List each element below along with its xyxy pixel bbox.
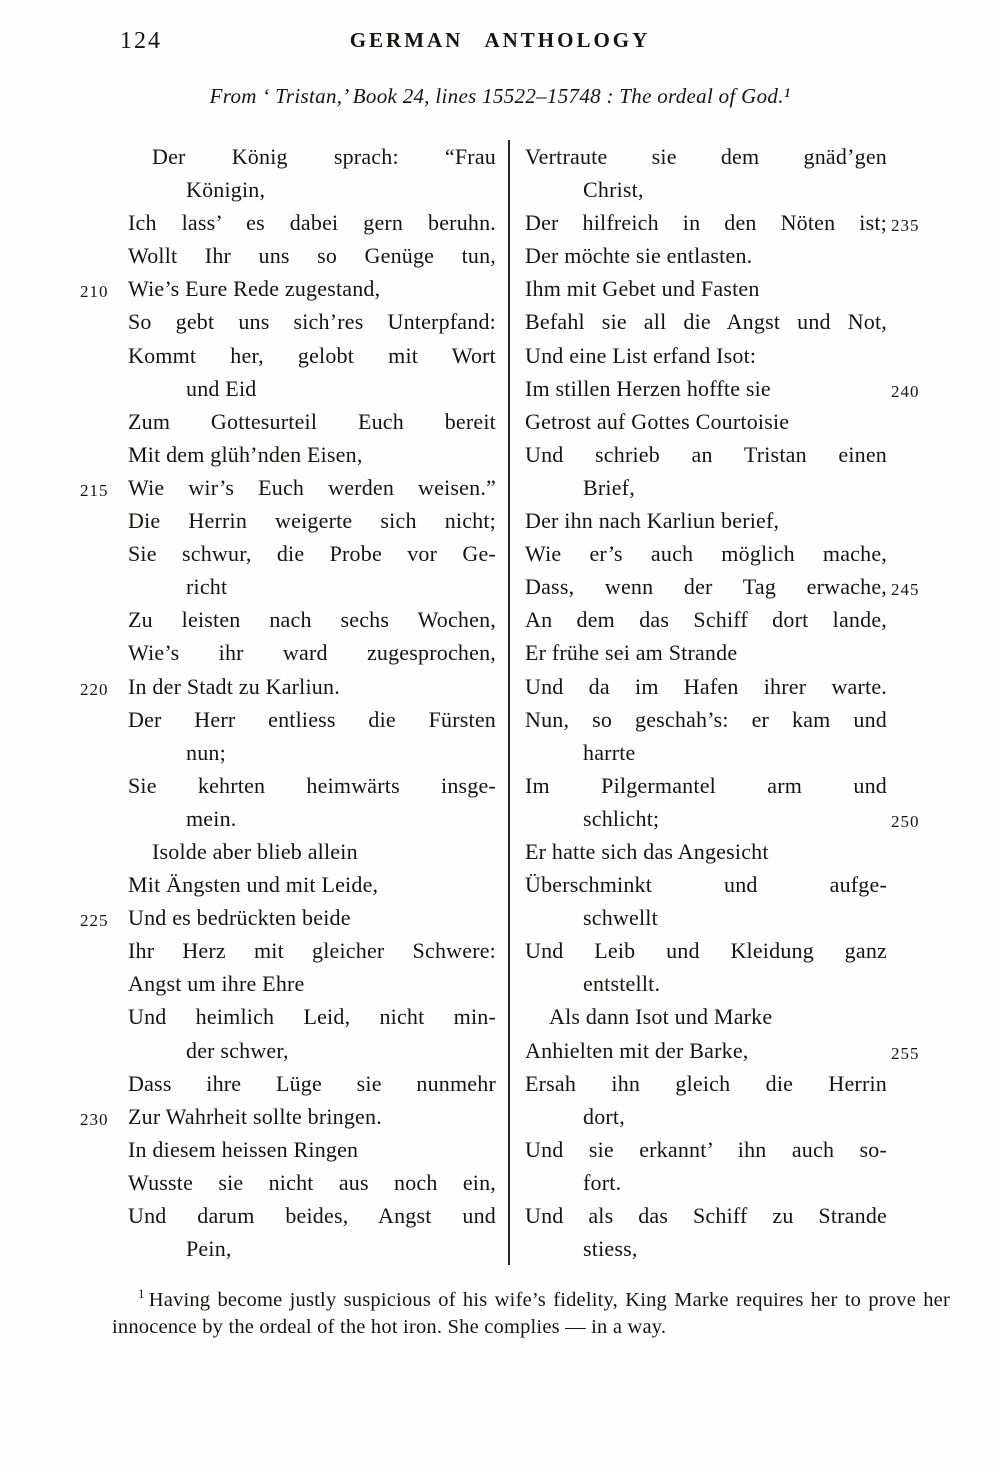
verse-text: Ersah ihn gleich die Herrin bbox=[525, 1070, 887, 1096]
verse-text: Die Herrin weigerte sich nicht; bbox=[128, 508, 496, 534]
verse-text: Zum Gottesurteil Euch bereit bbox=[128, 408, 496, 434]
line-number: 250 bbox=[891, 811, 920, 831]
verse-line bbox=[128, 173, 496, 206]
verse-text: und Eid bbox=[186, 375, 257, 401]
verse-line bbox=[525, 802, 920, 835]
verse-text: Und als das Schiff zu Strande bbox=[525, 1203, 887, 1228]
verse-text: Wusste sie nicht aus noch ein, bbox=[128, 1169, 496, 1195]
verse-line bbox=[525, 901, 887, 934]
line-number: 215 bbox=[80, 480, 109, 500]
verse-text: richt bbox=[186, 574, 228, 600]
verse-text: Und es bedrückten beide bbox=[128, 905, 351, 931]
verse-line bbox=[525, 504, 887, 537]
verse-line bbox=[128, 206, 496, 239]
verse-line bbox=[525, 934, 887, 967]
footnote-marker: 1 bbox=[138, 1286, 145, 1301]
verse-text: Und sie erkannt’ ihn auch so- bbox=[525, 1136, 887, 1162]
verse-line bbox=[128, 1232, 496, 1265]
verse-text: Der Herr entliess die Fürsten bbox=[128, 706, 496, 732]
verse-text: Brief, bbox=[583, 474, 635, 500]
verse-text: fort. bbox=[583, 1169, 622, 1195]
verse-text: Und eine List erfand Isot: bbox=[525, 342, 757, 368]
verse-line bbox=[128, 769, 496, 802]
poem-body bbox=[80, 140, 920, 1265]
verse-text: Der ihn nach Karliun berief, bbox=[525, 508, 780, 534]
verse-text: Und schrieb an Tristan einen bbox=[525, 441, 887, 467]
verse-line bbox=[525, 1166, 887, 1199]
verse-text: Königin, bbox=[186, 177, 266, 203]
verse-text: Wie er’s auch möglich mache, bbox=[525, 541, 887, 567]
verse-line bbox=[80, 1100, 496, 1133]
line-number: 230 bbox=[80, 1109, 109, 1129]
verse-text: entstellt. bbox=[583, 971, 661, 997]
verse-line bbox=[525, 206, 920, 239]
verse-text: Mit dem glüh’nden Eisen, bbox=[128, 441, 363, 467]
verse-text: Vertraute sie dem gnäd’gen bbox=[525, 144, 887, 169]
verse-text: Im stillen Herzen hoffte sie bbox=[525, 375, 771, 401]
verse-line bbox=[128, 835, 496, 868]
page-number: 124 bbox=[120, 28, 162, 54]
verse-text: stiess, bbox=[583, 1236, 638, 1262]
verse-line bbox=[525, 603, 887, 636]
verse-line bbox=[80, 901, 496, 934]
verse-line bbox=[128, 1166, 496, 1199]
verse-line bbox=[80, 272, 496, 305]
verse-text: Er hatte sich das Angesicht bbox=[525, 838, 769, 864]
verse-text: der schwer, bbox=[186, 1037, 289, 1063]
verse-line bbox=[525, 438, 887, 471]
verse-line bbox=[525, 339, 887, 372]
verse-line bbox=[128, 1199, 496, 1232]
verse-line bbox=[525, 272, 887, 305]
verse-line bbox=[128, 1034, 496, 1067]
verse-line bbox=[525, 140, 887, 173]
verse-text: Und darum beides, Angst und bbox=[128, 1203, 496, 1228]
verse-text: Der König sprach: “Frau bbox=[152, 144, 496, 169]
verse-line bbox=[525, 1100, 887, 1133]
verse-text: schlicht; bbox=[583, 805, 660, 831]
verse-line bbox=[128, 140, 496, 173]
verse-line bbox=[525, 239, 887, 272]
verse-line bbox=[525, 736, 887, 769]
verse-line bbox=[80, 471, 496, 504]
verse-text: Sie schwur, die Probe vor Ge- bbox=[128, 541, 496, 567]
verse-line bbox=[128, 1000, 496, 1033]
verse-text: Nun, so geschah’s: er kam und bbox=[525, 706, 887, 732]
verse-line bbox=[525, 769, 887, 802]
verse-text: Ihr Herz mit gleicher Schwere: bbox=[128, 938, 496, 964]
verse-line bbox=[128, 239, 496, 272]
verse-line bbox=[525, 1133, 887, 1166]
verse-text: Als dann Isot und Marke bbox=[549, 1004, 773, 1030]
verse-text: Pein, bbox=[186, 1236, 232, 1262]
verse-text: Ich lass’ es dabei gern beruhn. bbox=[128, 210, 496, 236]
verse-text: Er frühe sei am Strande bbox=[525, 640, 738, 666]
verse-line bbox=[525, 868, 887, 901]
verse-text: schwellt bbox=[583, 905, 658, 931]
verse-line bbox=[128, 504, 496, 537]
verse-text: Isolde aber blieb allein bbox=[152, 838, 358, 864]
verse-text: Sie kehrten heimwärts insge- bbox=[128, 772, 496, 798]
verse-line bbox=[525, 967, 887, 1000]
line-number: 210 bbox=[80, 282, 109, 302]
verse-text: Kommt her, gelobt mit Wort bbox=[128, 342, 496, 368]
verse-line bbox=[525, 372, 920, 405]
verse-line bbox=[525, 703, 887, 736]
verse-line bbox=[525, 636, 887, 669]
verse-text: Ihm mit Gebet und Fasten bbox=[525, 276, 760, 302]
verse-line bbox=[525, 1034, 920, 1067]
verse-line bbox=[80, 670, 496, 703]
line-number: 245 bbox=[891, 580, 920, 600]
verse-text: Angst um ihre Ehre bbox=[128, 971, 305, 997]
page-header bbox=[0, 26, 1000, 66]
verse-line bbox=[525, 471, 887, 504]
verse-line bbox=[128, 438, 496, 471]
verse-text: In diesem heissen Ringen bbox=[128, 1136, 359, 1162]
line-number: 255 bbox=[891, 1043, 920, 1063]
verse-text: Zu leisten nach sechs Wochen, bbox=[128, 607, 496, 633]
verse-line bbox=[128, 537, 496, 570]
page-title: GERMAN ANTHOLOGY bbox=[349, 28, 651, 52]
verse-text: Mit Ängsten und mit Leide, bbox=[128, 872, 379, 898]
verse-text: Dass, wenn der Tag erwache, bbox=[525, 574, 887, 600]
verse-text: harrte bbox=[583, 739, 636, 765]
verse-text: Im Pilgermantel arm und bbox=[525, 772, 887, 798]
footnote bbox=[112, 1280, 950, 1342]
verse-text: nun; bbox=[186, 739, 226, 765]
verse-text: Wollt Ihr uns so Genüge tun, bbox=[128, 243, 496, 269]
verse-line bbox=[525, 537, 887, 570]
verse-text: Und Leib und Kleidung ganz bbox=[525, 938, 887, 964]
verse-text: Anhielten mit der Barke, bbox=[525, 1037, 749, 1063]
verse-line bbox=[128, 736, 496, 769]
verse-text: Überschminkt und aufge- bbox=[525, 872, 887, 898]
verse-line bbox=[128, 405, 496, 438]
poem-column-right bbox=[508, 140, 920, 1265]
verse-text: dort, bbox=[583, 1103, 625, 1129]
line-number: 225 bbox=[80, 911, 109, 931]
poem-source-subtitle: From ‘ Tristan,’ Book 24, lines 15522–15748 : The ordeal of God.¹ bbox=[209, 84, 791, 108]
verse-line bbox=[525, 305, 887, 338]
verse-line bbox=[128, 372, 496, 405]
verse-text: An dem das Schiff dort lande, bbox=[525, 607, 887, 633]
poem-column-left bbox=[80, 140, 496, 1265]
verse-line bbox=[525, 1199, 887, 1232]
verse-line bbox=[128, 339, 496, 372]
verse-line bbox=[128, 934, 496, 967]
verse-line bbox=[128, 703, 496, 736]
verse-line bbox=[525, 173, 887, 206]
verse-line bbox=[525, 670, 887, 703]
verse-line bbox=[128, 802, 496, 835]
verse-line bbox=[128, 1067, 496, 1100]
verse-text: mein. bbox=[186, 805, 237, 831]
verse-line bbox=[128, 967, 496, 1000]
verse-text: Befahl sie all die Angst und Not, bbox=[525, 309, 887, 335]
verse-text: Getrost auf Gottes Courtoisie bbox=[525, 408, 790, 434]
verse-text: Zur Wahrheit sollte bringen. bbox=[128, 1103, 382, 1129]
verse-line bbox=[525, 1000, 887, 1033]
verse-line bbox=[128, 570, 496, 603]
verse-line bbox=[128, 603, 496, 636]
verse-text: Der möchte sie entlasten. bbox=[525, 243, 753, 269]
line-number: 240 bbox=[891, 381, 920, 401]
verse-text: So gebt uns sich’res Unterpfand: bbox=[128, 309, 496, 335]
verse-text: Christ, bbox=[583, 177, 644, 203]
verse-line bbox=[525, 1232, 887, 1265]
verse-text: Und heimlich Leid, nicht min- bbox=[128, 1004, 496, 1030]
verse-line bbox=[525, 1067, 887, 1100]
verse-line bbox=[128, 305, 496, 338]
line-number: 220 bbox=[80, 679, 109, 699]
line-number: 235 bbox=[891, 216, 920, 236]
verse-line bbox=[128, 1133, 496, 1166]
verse-text: Wie’s ihr ward zugesprochen, bbox=[128, 640, 496, 666]
verse-line bbox=[525, 570, 920, 603]
verse-text: Wie’s Eure Rede zugestand, bbox=[128, 276, 381, 302]
verse-text: Und da im Hafen ihrer warte. bbox=[525, 673, 887, 699]
verse-line bbox=[128, 636, 496, 669]
verse-line bbox=[525, 405, 887, 438]
verse-text: Wie wir’s Euch werden weisen.” bbox=[128, 474, 496, 500]
verse-line bbox=[525, 835, 887, 868]
verse-text: In der Stadt zu Karliun. bbox=[128, 673, 340, 699]
footnote-text: Having become justly suspicious of his wife’s fidelity, King Marke requires her to prove her innocence by the ordeal of the hot iron. She complies — in a way. bbox=[112, 1288, 950, 1339]
verse-text: Dass ihre Lüge sie nunmehr bbox=[128, 1070, 496, 1096]
verse-line bbox=[128, 868, 496, 901]
verse-text: Der hilfreich in den Nöten ist; bbox=[525, 210, 887, 236]
